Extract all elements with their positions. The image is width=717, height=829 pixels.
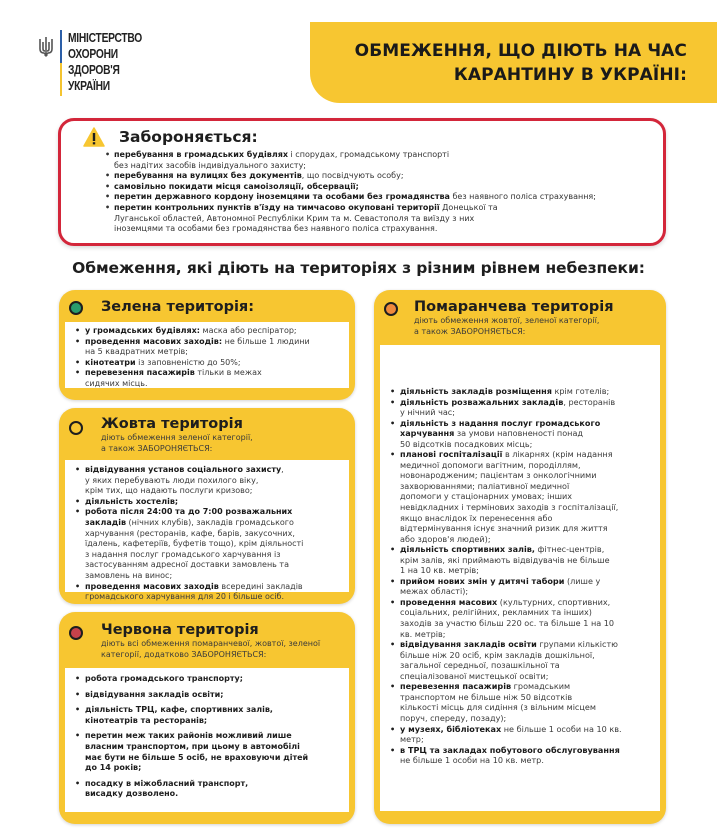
list-item-bold: перебування в громадських будівлях — [114, 150, 288, 159]
list-item-text: фітнес-центрів, крім залів, які приймають відвідувачів не більше 1 на 10 кв. метрів; — [400, 544, 610, 576]
list-item — [390, 597, 660, 639]
yellow-zone-list — [75, 465, 349, 603]
list-item: • перетин меж таких районів можливий лише власним транспортом, при цьому в автомобілі має бути не більше 5 осіб, не враховуючи дітей до 14 років; — [75, 731, 349, 773]
red-zone-card — [59, 612, 355, 824]
list-item — [390, 576, 660, 597]
red-dot-icon — [69, 626, 83, 640]
list-item-bold: робота після 24:00 та до 7:00 розважальних закладів — [85, 507, 293, 527]
list-item — [75, 358, 349, 369]
list-item-bold: планові госпіталізації — [400, 449, 503, 460]
list-item — [75, 465, 349, 497]
orange-zone-subtitle: а також ЗАБОРОНЯЄТЬСЯ: — [414, 326, 526, 336]
yellow-zone-subtitle: діють обмеження зеленої категорії, — [101, 433, 253, 442]
green-zone-card — [59, 290, 355, 400]
list-item-bold: перевезення пасажирів — [85, 368, 195, 378]
list-item-bold: у музеях, бібліотеках — [400, 723, 502, 734]
red-zone-subtitle: категорії, додатково ЗАБОРОНЯЄТЬСЯ: — [101, 649, 267, 659]
red-zone-subtitle: діють всі обмеження помаранчевої, жовтої, зеленої — [101, 639, 321, 648]
list-item-text: (нічних клубів), закладів громадського харчування (ресторанів, кафе, барів, закусочних, їдалень, кафетеріїв, буфетів тощо), крім діяльності з надання послуг громадського харчування із застосуванням адресної доставки замовлень та замовлень на винос; — [85, 517, 304, 580]
section-subtitle: Обмеження, які діють на територіях з різним рівнем небезпеки: — [72, 259, 645, 277]
yellow-zone-card — [59, 408, 355, 604]
list-item-text: в лікарнях (крім надання медичної допомоги вагітним, породіллям, новонародженим; пацієнтам з онкологічними захворюваннями; паліативної медичної допомоги у стаціонарних умовах; інших невідкладних і термінових заходів з госпіталізації, якщо внаслідок їх перенесення або відтермінування існує значний ризик для життя або здоров'я людей); — [400, 449, 619, 544]
list-item-bold: проведення масових заходів: — [85, 336, 223, 346]
list-item-text: із заповненістю до 50%; — [135, 357, 241, 367]
list-item-bold: діяльність хостелів; — [85, 496, 179, 506]
list-item — [105, 203, 649, 235]
list-item-text: не більше 1 особи на 10 кв. метр. — [400, 755, 544, 766]
list-item — [75, 337, 349, 358]
list-item: • відвідування закладів освіти; — [75, 690, 349, 701]
list-item-text: (лише у межах області); — [400, 575, 601, 597]
list-item-bold: в ТРЦ та закладах побутового обслуговування — [400, 744, 620, 755]
list-item — [390, 745, 660, 766]
list-item — [75, 497, 349, 508]
list-item — [390, 397, 660, 418]
list-item — [390, 544, 660, 576]
green-dot-icon — [69, 301, 83, 315]
list-item: • діяльність ТРЦ, кафе, спортивних залів, кінотеатрів та ресторанів; — [75, 705, 349, 726]
list-item — [105, 171, 649, 182]
forbidden-title: Забороняється: — [119, 128, 258, 146]
list-item-text: (культурних, спортивних, соціальних, релігійних, рекламних та інших) заходів за участю більш 220 ос. та більше 1 на 10 кв. метрів; — [400, 596, 615, 639]
list-item-bold: кінотеатри — [85, 357, 136, 367]
yellow-zone-body — [65, 460, 349, 602]
warning-icon — [83, 127, 105, 147]
list-item — [105, 182, 649, 193]
page-title-banner — [310, 22, 717, 103]
list-item-text: без наявного поліса страхування; — [449, 192, 596, 202]
orange-zone-list — [390, 386, 660, 766]
list-item-text: , що посвідчують особу; — [301, 171, 404, 181]
list-item-text: тільки в межах сидячих місць. — [85, 368, 262, 388]
list-item-text: не більше 1 людини на 5 квадратних метрів; — [85, 336, 310, 357]
list-item-bold: перевезення пасажирів — [400, 681, 512, 692]
ministry-name-line: УКРАЇНИ — [68, 79, 110, 93]
list-item-bold: перетин державного кордону іноземцями та особами без громадянства — [114, 192, 450, 202]
yellow-zone-subtitle: а також ЗАБОРОНЯЄТЬСЯ: — [101, 443, 213, 453]
ministry-name-line: ОХОРОНИ — [68, 47, 118, 61]
forbidden-list — [105, 150, 649, 235]
list-item — [390, 681, 660, 723]
list-item-bold: самовільно покидати місця самоізоляції, обсервації; — [114, 181, 359, 191]
list-item — [390, 449, 660, 544]
list-item-text: маска або респіратор; — [200, 326, 297, 335]
list-item-bold: діяльність закладів розміщення — [400, 386, 552, 396]
list-item-text: групами кількістю більше ніж 20 осіб, крім закладів дошкільної, загальної середньої, позашкільної та спеціалізованої мистецької освіти; — [400, 639, 618, 681]
ministry-name — [68, 30, 142, 94]
orange-dot-icon — [384, 302, 398, 316]
green-zone-list — [75, 326, 349, 390]
list-item — [390, 418, 660, 450]
list-item-bold: діяльність спортивних залів, — [400, 544, 535, 555]
list-item — [105, 192, 649, 203]
forbidden-panel — [58, 118, 666, 246]
list-item-bold: проведення масових — [400, 596, 498, 607]
list-item-bold: у громадських будівлях: — [85, 326, 201, 335]
list-item-text: , у яких перебувають люди похилого віку, крім тих, що надають послуги кризово; — [85, 465, 284, 496]
list-item — [75, 326, 349, 337]
green-zone-body — [65, 322, 349, 388]
red-zone-list — [75, 674, 349, 800]
list-item-text: не більше 1 особи на 10 кв. метр; — [400, 723, 622, 745]
page-title-line: ОБМЕЖЕННЯ, ЩО ДІЮТЬ НА ЧАС — [354, 40, 687, 61]
list-item — [390, 386, 660, 397]
list-item — [75, 507, 349, 581]
page-title-line: КАРАНТИНУ В УКРАЇНІ: — [453, 64, 687, 85]
ministry-name-line: ЗДОРОВ'Я — [68, 63, 120, 77]
list-item-text: , ресторанів у нічний час; — [400, 396, 616, 418]
list-item: • робота громадського транспорту; — [75, 674, 349, 685]
ministry-name-line: МІНІСТЕРСТВО — [68, 31, 143, 45]
list-item — [390, 724, 660, 745]
list-item — [75, 368, 349, 389]
yellow-zone-title: Жовта територія — [101, 416, 243, 432]
list-item — [75, 582, 349, 603]
trident-icon — [38, 36, 54, 58]
orange-zone-subtitle: діють обмеження жовтої, зеленої категорії, — [414, 316, 600, 325]
list-item-text: крім готелів; — [551, 386, 610, 396]
list-item-bold: відвідування установ соціального захисту — [85, 465, 282, 474]
list-item: • посадку в міжобласний транспорт, висадку дозволено. — [75, 779, 349, 800]
list-item-bold: проведення масових заходів — [85, 581, 219, 591]
yellow-dot-icon — [69, 421, 83, 435]
ministry-logo — [38, 30, 158, 96]
green-zone-title: Зелена територія: — [101, 299, 255, 315]
orange-zone-card — [374, 290, 666, 824]
list-item — [105, 150, 649, 171]
list-item-text: всередині закладів громадського харчування для 20 і більше осіб. — [85, 581, 303, 602]
logo-divider — [60, 30, 62, 96]
list-item-bold: перетин контрольних пунктів в'їзду на тимчасово окуповані території — [114, 202, 440, 212]
list-item-bold: діяльність з надання послуг громадського харчування — [400, 417, 601, 439]
orange-zone-body — [380, 345, 660, 811]
orange-zone-title: Помаранчева територія — [414, 299, 614, 315]
list-item-text: громадським транспортом не більше ніж 50 відсотків кількості місць для сидіння (з вільним місцем поруч, спереду, позаду); — [400, 681, 596, 723]
list-item-text: за умови наповненості понад 50 відсотків посадкових місць; — [400, 428, 583, 449]
red-zone-title: Червона територія — [101, 622, 259, 638]
list-item-bold: діяльність розважальних закладів — [400, 396, 564, 407]
red-zone-body — [65, 668, 349, 812]
list-item — [390, 639, 660, 681]
list-item-text: Донецької та Луганської областей, Автономної Республіки Крим та м. Севастополя та виїзду з них іноземцями та особами без громадянства без наявного поліса страхування. — [114, 202, 498, 234]
list-item-bold: прийом нових змін у дитячі табори — [400, 575, 565, 586]
list-item-bold: відвідування закладів освіти — [400, 639, 537, 650]
list-item-text: і спорудах, громадському транспорті без надітих засобів індивідуального захисту; — [114, 150, 450, 170]
list-item-bold: перебування на вулицях без документів — [114, 171, 302, 181]
